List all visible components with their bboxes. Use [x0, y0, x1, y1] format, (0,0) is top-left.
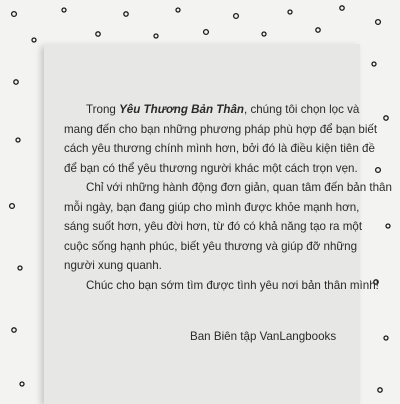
paragraph-body: [64, 178, 392, 276]
paragraph-closing: [64, 276, 379, 296]
text-line: Trong Yêu Thương Bản Thân, chúng tôi chọn lọc và: [86, 103, 360, 116]
book-title: Yêu Thương Bản Thân: [119, 103, 244, 116]
text-line: sáng suốt hơn, yêu đời hơn, từ đó có khả năng tạo ra một: [64, 220, 363, 233]
text-line: cuộc sống hạnh phúc, biết yêu thương và giúp đỡ những: [64, 239, 358, 253]
text-line: để bạn có thể yêu thương người khác một cách trọn vẹn.: [64, 161, 358, 175]
text-line: người xung quanh.: [64, 259, 162, 272]
text-line: mang đến cho bạn những phương pháp phù hợp để bạn biết: [64, 122, 378, 136]
text-line: mỗi ngày, bạn đang giúp cho mình được khỏe mạnh hơn,: [64, 200, 360, 214]
text-line: Chúc cho bạn sớm tìm được tình yêu nơi bản thân mình!: [86, 278, 379, 292]
paragraph-intro: [64, 100, 378, 178]
text-line: Chỉ với những hành động đơn giản, quan tâm đến bản thân: [86, 181, 392, 194]
text-line: cách yêu thương chính mình hơn, bởi đó là điều kiện tiên đề: [64, 142, 375, 155]
signature: Ban Biên tập VanLangbooks: [190, 330, 337, 343]
body-text: [64, 100, 392, 295]
